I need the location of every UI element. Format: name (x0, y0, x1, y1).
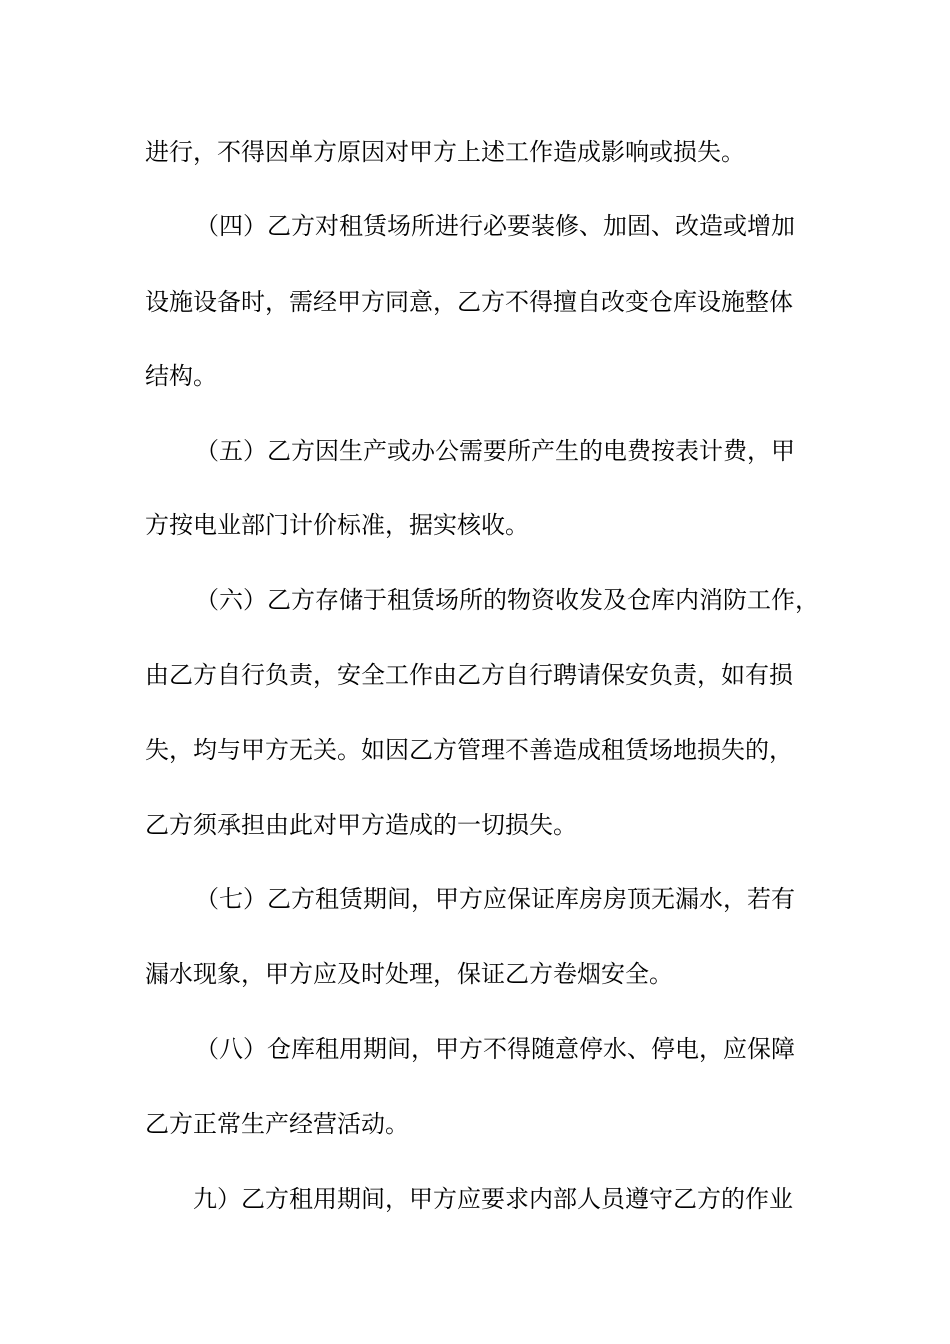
paragraph-line: （五）乙方因生产或办公需要所产生的电费按表计费，甲 (195, 437, 795, 465)
paragraph-line: 乙方正常生产经营活动。 (145, 1110, 409, 1138)
paragraph-line: 方按电业部门计价标准，据实核收。 (145, 511, 529, 539)
paragraph-line: （六）乙方存储于租赁场所的物资收发及仓库内消防工作， (195, 586, 819, 614)
paragraph-line: 九）乙方租用期间，甲方应要求内部人员遵守乙方的作业 (193, 1185, 793, 1213)
paragraph-line: 结构。 (145, 362, 217, 390)
paragraph-line: 由乙方自行负责，安全工作由乙方自行聘请保安负责，如有损 (145, 661, 793, 689)
paragraph-line: 设施设备时，需经甲方同意，乙方不得擅自改变仓库设施整体 (145, 288, 793, 316)
paragraph-line: （八）仓库租用期间，甲方不得随意停水、停电，应保障 (195, 1035, 795, 1063)
paragraph-line: 漏水现象，甲方应及时处理，保证乙方卷烟安全。 (145, 960, 673, 988)
paragraph-line: 进行，不得因单方原因对甲方上述工作造成影响或损失。 (145, 138, 745, 166)
paragraph-line: （四）乙方对租赁场所进行必要装修、加固、改造或增加 (195, 212, 795, 240)
paragraph-line: 失，均与甲方无关。如因乙方管理不善造成租赁场地损失的， (145, 736, 793, 764)
paragraph-line: （七）乙方租赁期间，甲方应保证库房房顶无漏水，若有 (195, 885, 795, 913)
paragraph-line: 乙方须承担由此对甲方造成的一切损失。 (145, 811, 577, 839)
